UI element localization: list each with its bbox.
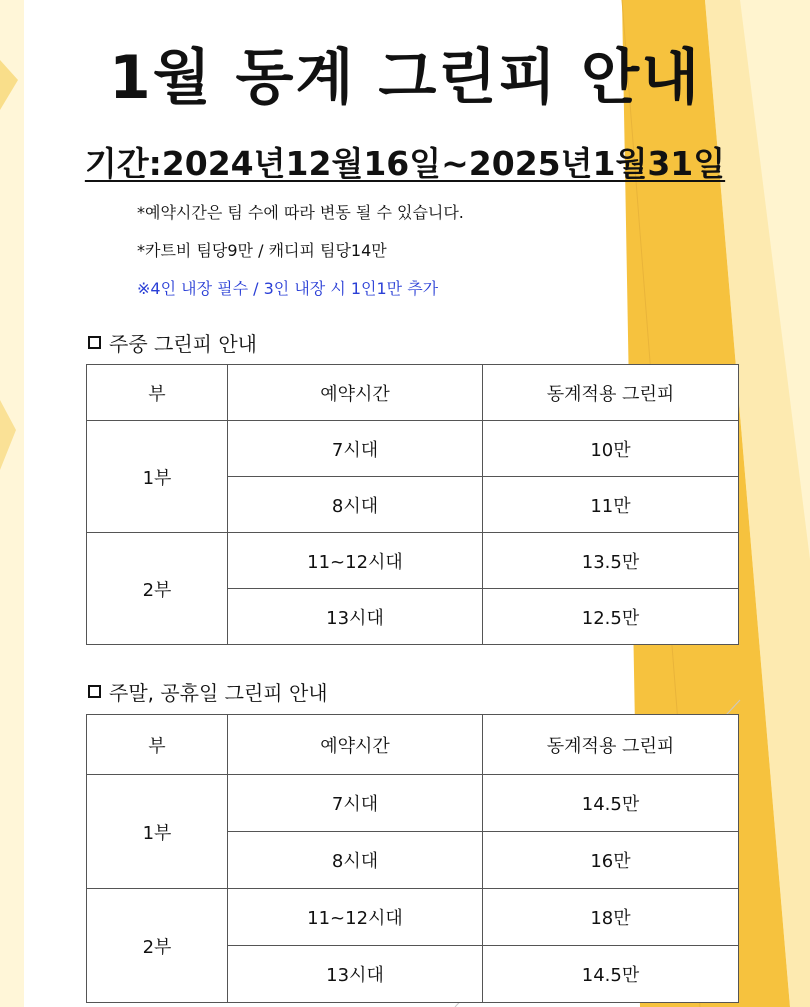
- note-four-player-rule: ※4인 내장 필수 / 3인 내장 시 1인1만 추가: [137, 279, 439, 298]
- weekday-section-heading: [88, 328, 257, 357]
- header-fee: 동계적용 그린피: [483, 365, 739, 421]
- fee-cell: 12.5만: [483, 589, 739, 645]
- time-cell: 11~12시대: [228, 533, 483, 589]
- weekend-section-title: 주말, 공휴일 그린피 안내: [109, 681, 328, 705]
- fee-cell: 10만: [483, 421, 739, 477]
- table-row: [87, 533, 739, 589]
- table-row: [87, 889, 739, 946]
- header-part: 부: [87, 365, 228, 421]
- header-part: 부: [87, 715, 228, 775]
- time-cell: 8시대: [228, 832, 483, 889]
- weekend-fee-table: [86, 714, 739, 1003]
- header-time: 예약시간: [228, 715, 483, 775]
- time-cell: 8시대: [228, 477, 483, 533]
- table-header-row: [87, 715, 739, 775]
- table-row: [87, 775, 739, 832]
- weekday-section-title: 주중 그린피 안내: [109, 332, 257, 356]
- checkbox-square-icon: [88, 685, 101, 698]
- period-line: [0, 138, 810, 185]
- part-cell: 2부: [87, 533, 228, 645]
- header-time: 예약시간: [228, 365, 483, 421]
- time-cell: 7시대: [228, 421, 483, 477]
- weekday-fee-table: [86, 364, 739, 645]
- note-reservation-time: *예약시간은 팀 수에 따라 변동 될 수 있습니다.: [137, 203, 464, 222]
- table-header-row: [87, 365, 739, 421]
- checkbox-square-icon: [88, 336, 101, 349]
- page-title: 1월 동계 그린피 안내: [108, 43, 702, 113]
- time-cell: 13시대: [228, 589, 483, 645]
- note-cart-caddie-fee: *카트비 팀당9만 / 캐디피 팀당14만: [137, 241, 387, 260]
- fee-cell: 14.5만: [483, 946, 739, 1003]
- part-cell: 1부: [87, 775, 228, 889]
- part-cell: 1부: [87, 421, 228, 533]
- fee-cell: 14.5만: [483, 775, 739, 832]
- period-text: 기간:2024년12월16일~2025년1월31일: [84, 144, 726, 183]
- table-row: [87, 421, 739, 477]
- fee-cell: 11만: [483, 477, 739, 533]
- time-cell: 11~12시대: [228, 889, 483, 946]
- header-fee: 동계적용 그린피: [483, 715, 739, 775]
- fee-cell: 13.5만: [483, 533, 739, 589]
- part-cell: 2부: [87, 889, 228, 1003]
- time-cell: 7시대: [228, 775, 483, 832]
- fee-cell: 16만: [483, 832, 739, 889]
- weekend-section-heading: [88, 677, 328, 706]
- fee-cell: 18만: [483, 889, 739, 946]
- time-cell: 13시대: [228, 946, 483, 1003]
